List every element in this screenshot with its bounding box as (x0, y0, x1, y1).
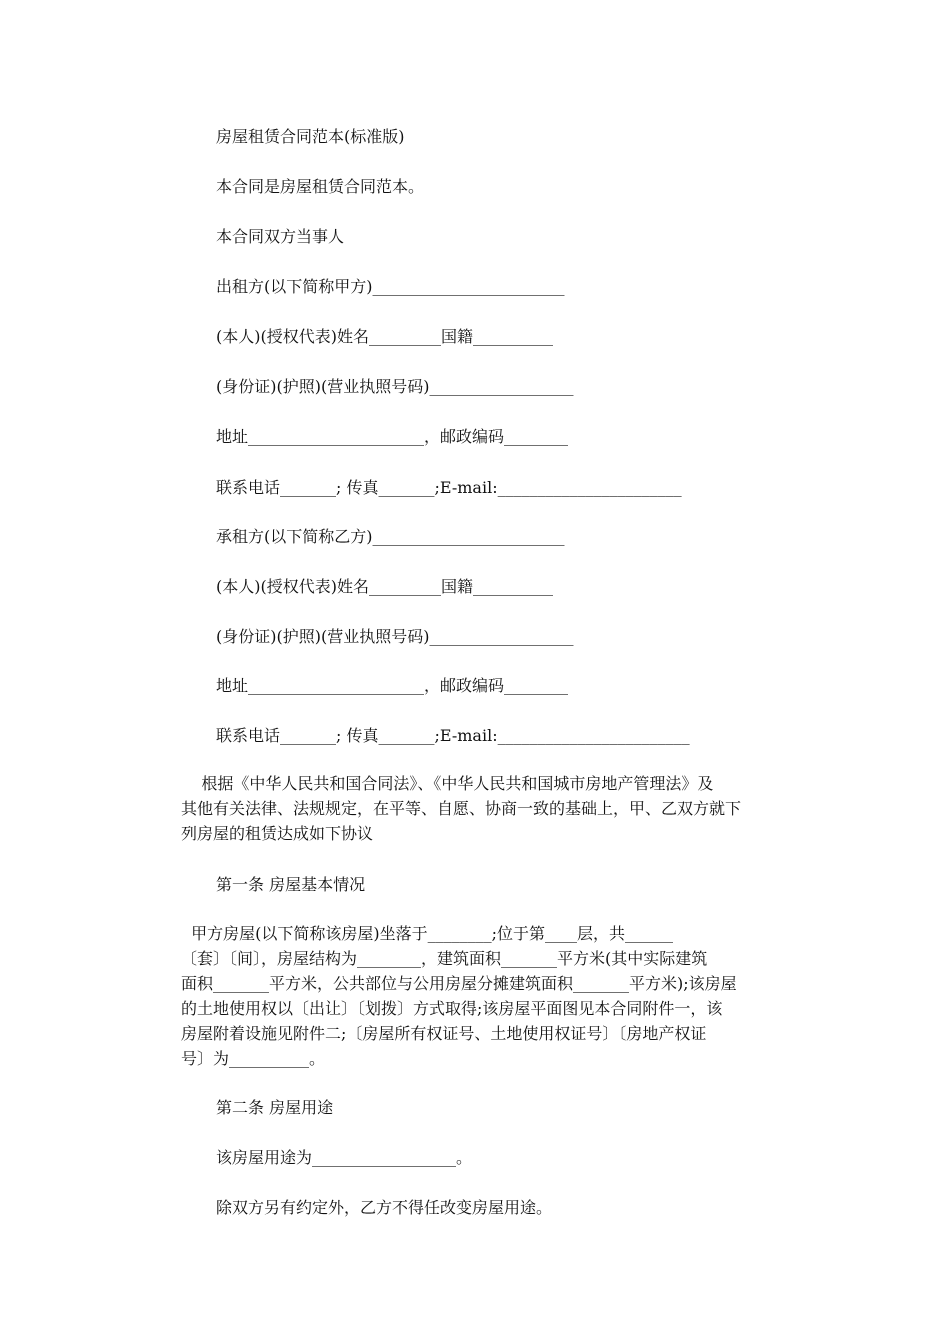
basis-line: 列房屋的租赁达成如下协议 (181, 824, 374, 843)
article1-paragraph (181, 921, 771, 1071)
lessee-name-line: (本人)(授权代表)姓名_________国籍__________ (216, 577, 553, 596)
lessor-address-line: 地址______________________，邮政编码________ (216, 427, 569, 446)
basis-paragraph (181, 771, 771, 846)
lessor-id-line: (身份证)(护照)(营业执照号码)__________________ (216, 377, 574, 396)
article1-line: 甲方房屋(以下简称该房屋)坐落于________;位于第____层，共______ (181, 924, 674, 943)
lessor-label: 出租方(以下简称甲方)________________________ (216, 277, 565, 296)
article1-line: 房屋附着设施见附件二;〔房屋所有权证号、土地使用权证号〕〔房地产权证 (181, 1024, 707, 1043)
lessee-id-line: (身份证)(护照)(营业执照号码)__________________ (216, 627, 574, 646)
article2-heading: 第二条 房屋用途 (216, 1098, 334, 1117)
basis-line: 其他有关法律、法规规定，在平等、自愿、协商一致的基础上，甲、乙双方就下 (181, 799, 742, 818)
document-title: 房屋租赁合同范本(标准版) (216, 127, 405, 146)
lessee-address-line: 地址______________________，邮政编码________ (216, 676, 569, 695)
lessee-contact-line: 联系电话_______; 传真_______;E-mail:________________________ (216, 726, 690, 745)
parties-heading: 本合同双方当事人 (216, 227, 345, 246)
article1-line: 面积_______平方米，公共部位与公用房屋分摊建筑面积_______平方米);该房屋 (181, 974, 737, 993)
article1-heading: 第一条 房屋基本情况 (216, 875, 366, 894)
article2-restriction: 除双方另有约定外，乙方不得任改变房屋用途。 (216, 1198, 553, 1217)
lessee-label: 承租方(以下简称乙方)________________________ (216, 527, 565, 546)
article1-line: 号〕为__________。 (181, 1049, 326, 1068)
article1-line: 的土地使用权以〔出让〕〔划拨〕方式取得;该房屋平面图见本合同附件一，该 (181, 999, 723, 1018)
lessor-contact-line: 联系电话_______; 传真_______;E-mail:_______________________ (216, 478, 682, 497)
lessor-name-line: (本人)(授权代表)姓名_________国籍__________ (216, 327, 553, 346)
intro-text: 本合同是房屋租赁合同范本。 (216, 177, 425, 196)
basis-line: 根据《中华人民共和国合同法》、《中华人民共和国城市房地产管理法》及 (181, 774, 714, 793)
article1-line: 〔套〕〔间〕，房屋结构为________，建筑面积_______平方米(其中实际建筑 (181, 949, 708, 968)
article2-use-line: 该房屋用途为__________________。 (216, 1148, 473, 1167)
